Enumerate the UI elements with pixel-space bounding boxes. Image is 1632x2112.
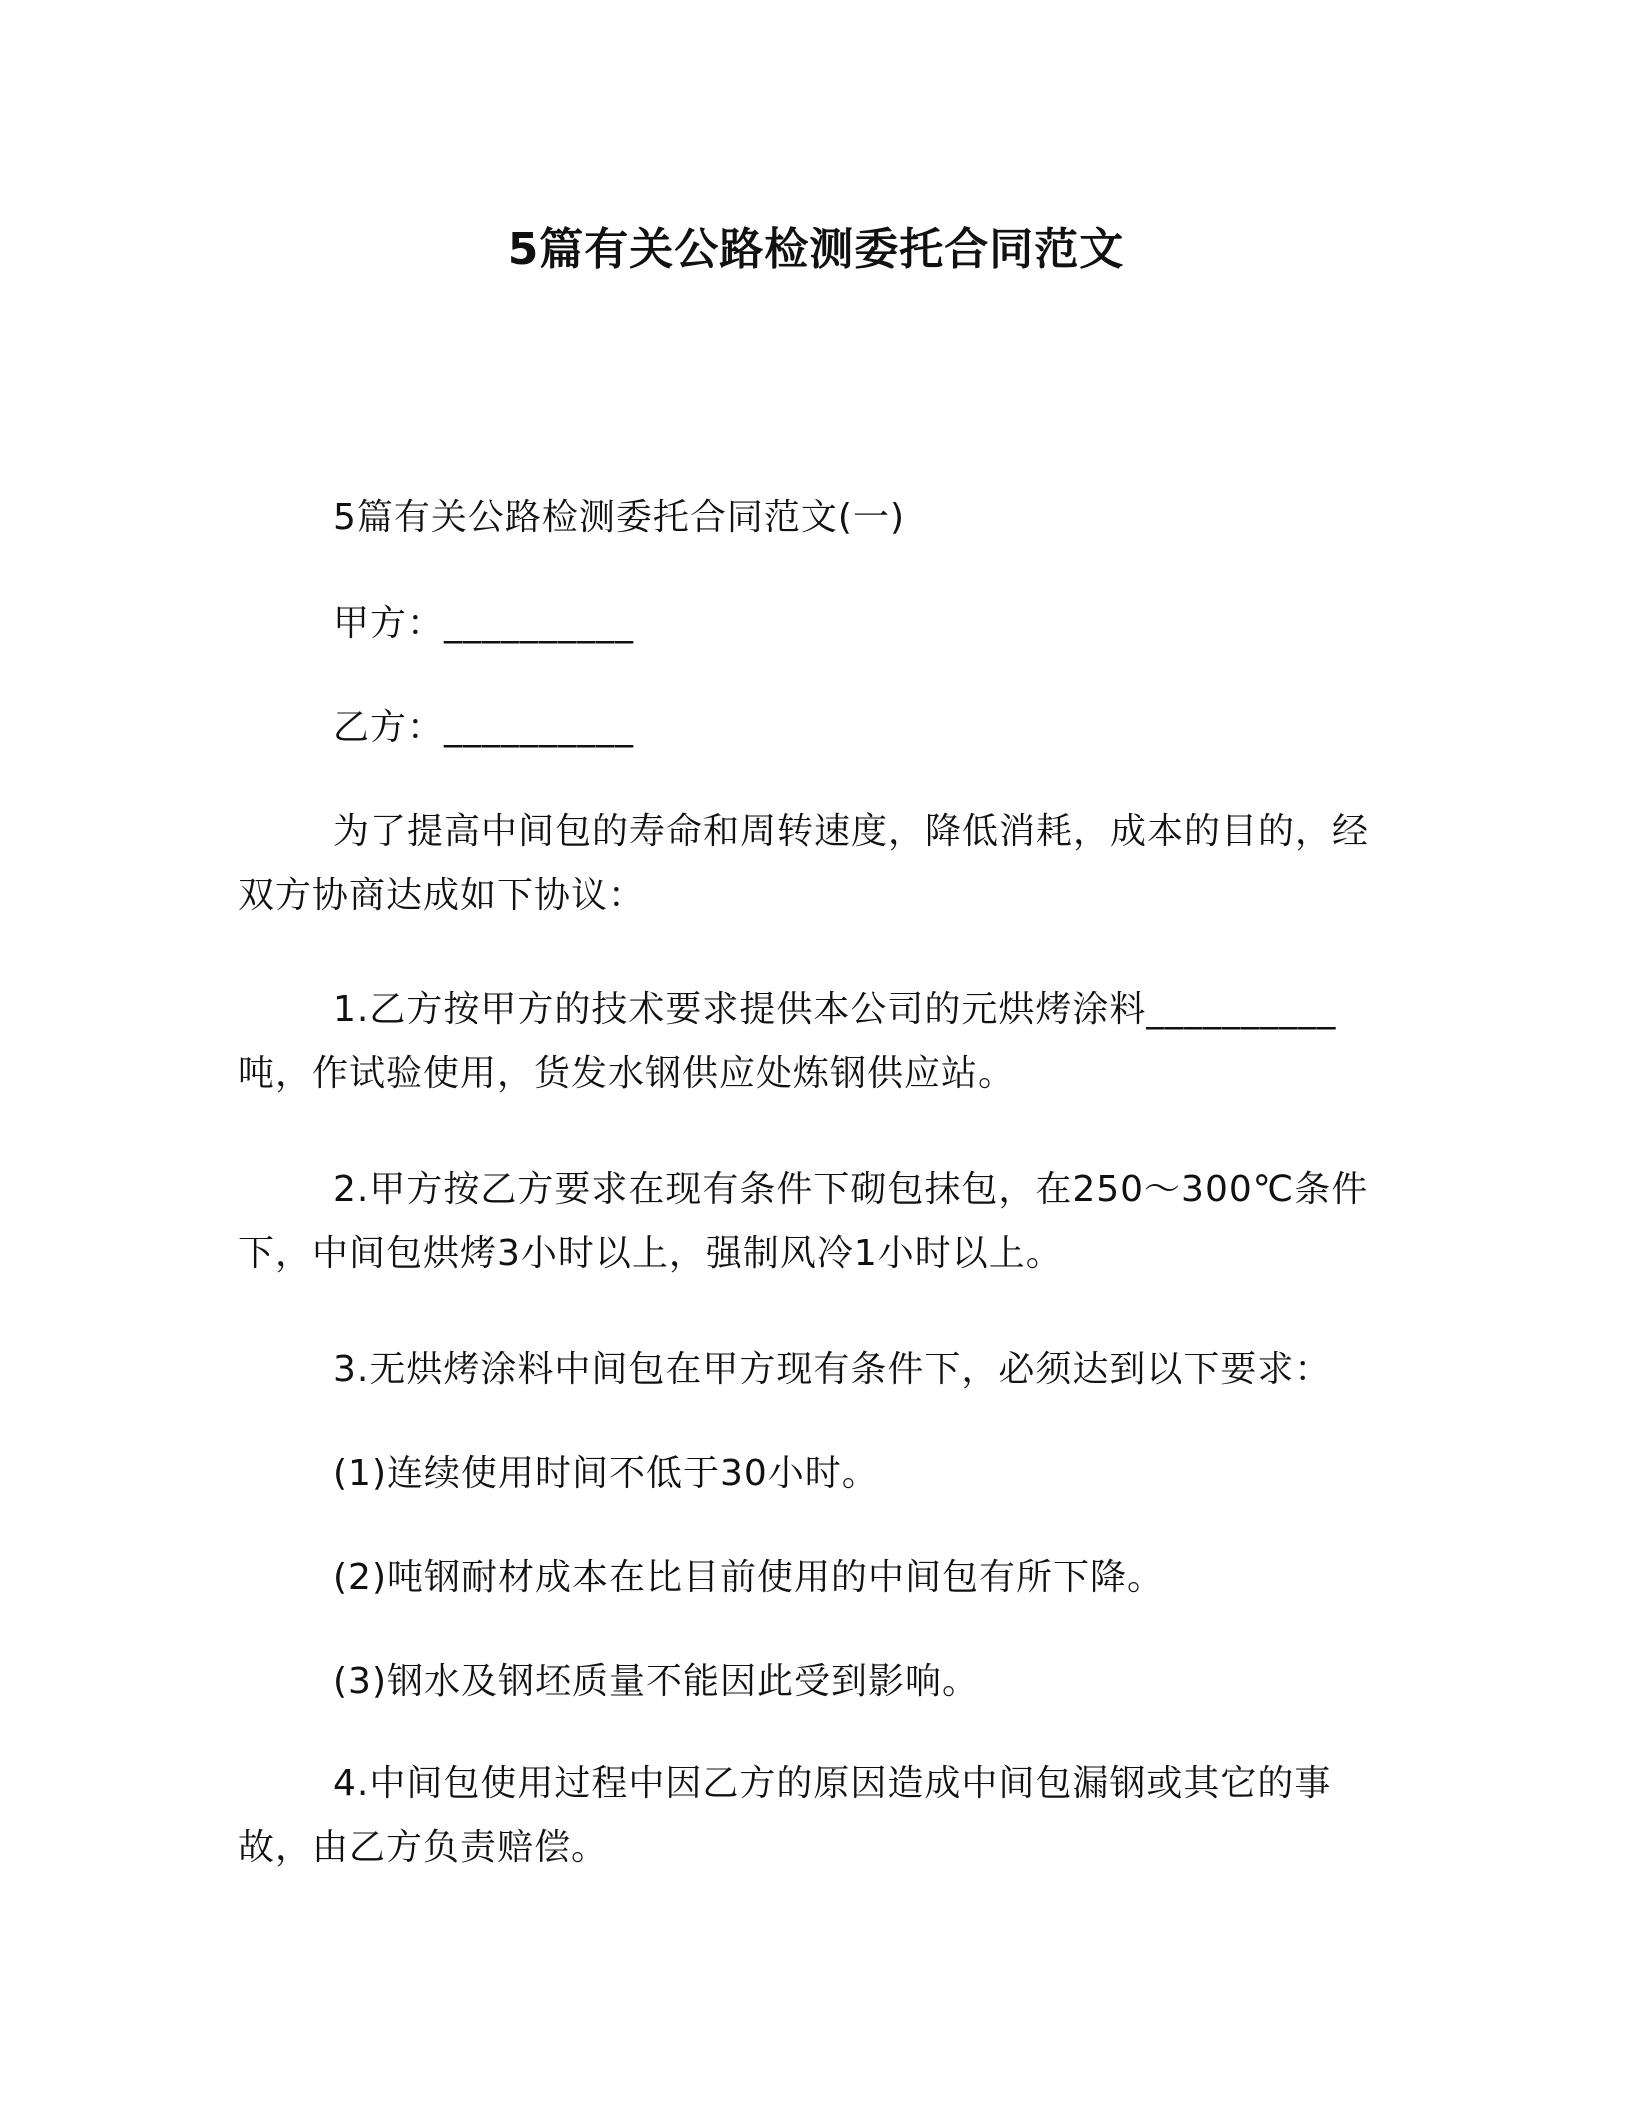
section-heading: 5篇有关公路检测委托合同范文(一): [333, 497, 905, 538]
clause-2: 2.甲方按乙方要求在现有条件下砌包抹包，在250～300℃条件下，中间包烘烤3小时以上，强制风冷1小时以上。: [238, 1169, 1369, 1274]
party-a-line: 甲方：__________: [333, 603, 635, 644]
clause-3: 3.无烘烤涂料中间包在甲方现有条件下，必须达到以下要求：: [333, 1349, 1332, 1390]
requirement-2: (2)吨钢耐材成本在比目前使用的中间包有所下降。: [333, 1557, 1164, 1598]
document-title: 5篇有关公路检测委托合同范文: [507, 224, 1125, 275]
preamble-paragraph: 为了提高中间包的寿命和周转速度，降低消耗，成本的目的，经双方协商达成如下协议：: [238, 811, 1370, 916]
requirement-3: (3)钢水及钢坯质量不能因此受到影响。: [333, 1661, 979, 1702]
clause-1: 1.乙方按甲方的技术要求提供本公司的元烘烤涂料__________吨，作试验使用，货发水钢供应处炼钢供应站。: [238, 989, 1337, 1094]
requirement-1: (1)连续使用时间不低于30小时。: [333, 1453, 879, 1494]
party-b-line: 乙方：__________: [333, 707, 635, 748]
clause-4: 4.中间包使用过程中因乙方的原因造成中间包漏钢或其它的事故，由乙方负责赔偿。: [238, 1763, 1332, 1868]
